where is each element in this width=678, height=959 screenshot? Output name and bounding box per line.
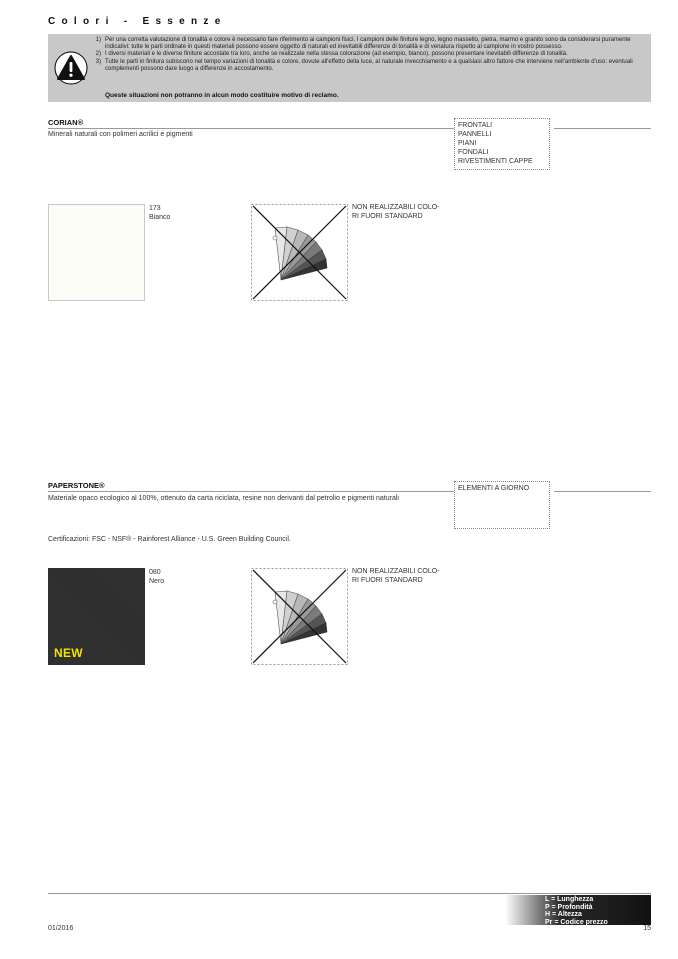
note-text: Per una corretta valutazione di tonalità e colore è necessario fare riferimento ai campioni fisici. I campioni delle finiture legno, legno massello, pietra, marmo e granito sono da considerarsi puramente indicativi: tutte le parti ordinate in questi materiali possono essere oggetto di naturali ed inevitabili differenze di tonalità e di venatura rispetto al campione in vostro possesso. [105,37,631,51]
fan-note [352,568,462,585]
section-title-paperstone: PAPERSTONE® [48,481,105,490]
swatch-code: 080 [149,569,161,576]
legend-lines [545,896,608,926]
footer-rule [48,893,651,894]
application-item: FONDALI [458,149,489,156]
legend-line: L = Lunghezza [545,896,594,903]
note-number: 3) [95,58,101,65]
application-item: PANNELLI [458,131,492,138]
swatch-label [149,204,170,222]
section-description: Minerali naturali con polimeri acrilici e pigmenti [48,131,193,138]
applications-box [454,481,550,529]
footer-date: 01/2016 [48,925,74,932]
note-number: 1) [95,37,101,43]
note-text: Tutte le parti in finitura subiscono nel tempo variazioni di tonalità e colore, dovute all'effetto della luce, al naturale invecchiamento e a qualsiasi altro fattore che interviene nell'ambiente d'uso: eventuali complementi possono dare luogo a differenze in accostamento. [105,58,633,72]
application-item: ELEMENTI A GIORNO [458,485,530,492]
note-text: I diversi materiali e le diverse finiture accostate tra loro, anche se realizzate nella stessa colorazione (ad esempio, bianco), possono presentare inevitabili differenze di tonalità. [105,51,568,58]
dimension-legend [505,895,651,925]
fan-note-line: NON REALIZZABILI COLO- [352,568,440,575]
new-badge: NEW [54,646,83,660]
fan-note-line: RI FUORI STANDARD [352,576,423,584]
swatch-code: 173 [149,205,161,212]
certifications: Certificazioni: FSC - NSF® - Rainforest Alliance - U.S. Green Building Council. [48,536,291,543]
swatch-name: Nero [149,578,165,585]
page-number: 15 [643,925,651,932]
color-swatch-nero [48,568,145,665]
section-title-corian: CORIAN® [48,118,84,127]
warning-box [48,34,651,102]
section-rule [48,491,454,492]
fan-note [352,204,462,221]
application-item: FRONTALI [458,122,493,129]
color-swatch-bianco [48,204,145,301]
section-rule [554,491,651,492]
section-rule [554,128,651,129]
application-item: PIANI [458,140,477,147]
page-title: Colori - Essenze [48,16,227,27]
applications-box [454,118,550,170]
fan-note-line: NON REALIZZABILI COLO- [352,204,440,211]
warning-notes [90,37,648,73]
warning-triangle-icon [54,51,88,85]
note-number: 2) [95,51,101,58]
crossed-color-fan-icon [251,568,348,665]
warning-note [90,37,648,51]
warning-note [90,51,648,58]
swatch-label [149,568,164,586]
legend-line: P = Profondità [545,903,593,911]
legend-line: Pr = Codice prezzo [545,918,608,926]
crossed-color-fan-icon [251,204,348,301]
swatch-name: Bianco [149,214,171,221]
application-item: RIVESTIMENTI CAPPE [458,158,533,165]
fan-note-line: RI FUORI STANDARD [352,212,423,220]
legend-line: H = Altezza [545,911,582,918]
warning-final-note: Queste situazioni non potranno in alcun modo costituire motivo di reclamo. [105,92,339,99]
warning-note [90,59,648,73]
section-description: Materiale opaco ecologico al 100%, ottenuto da carta riciclata, resine non derivanti dal petrolio e pigmenti naturali [48,495,399,502]
section-rule [48,128,454,129]
